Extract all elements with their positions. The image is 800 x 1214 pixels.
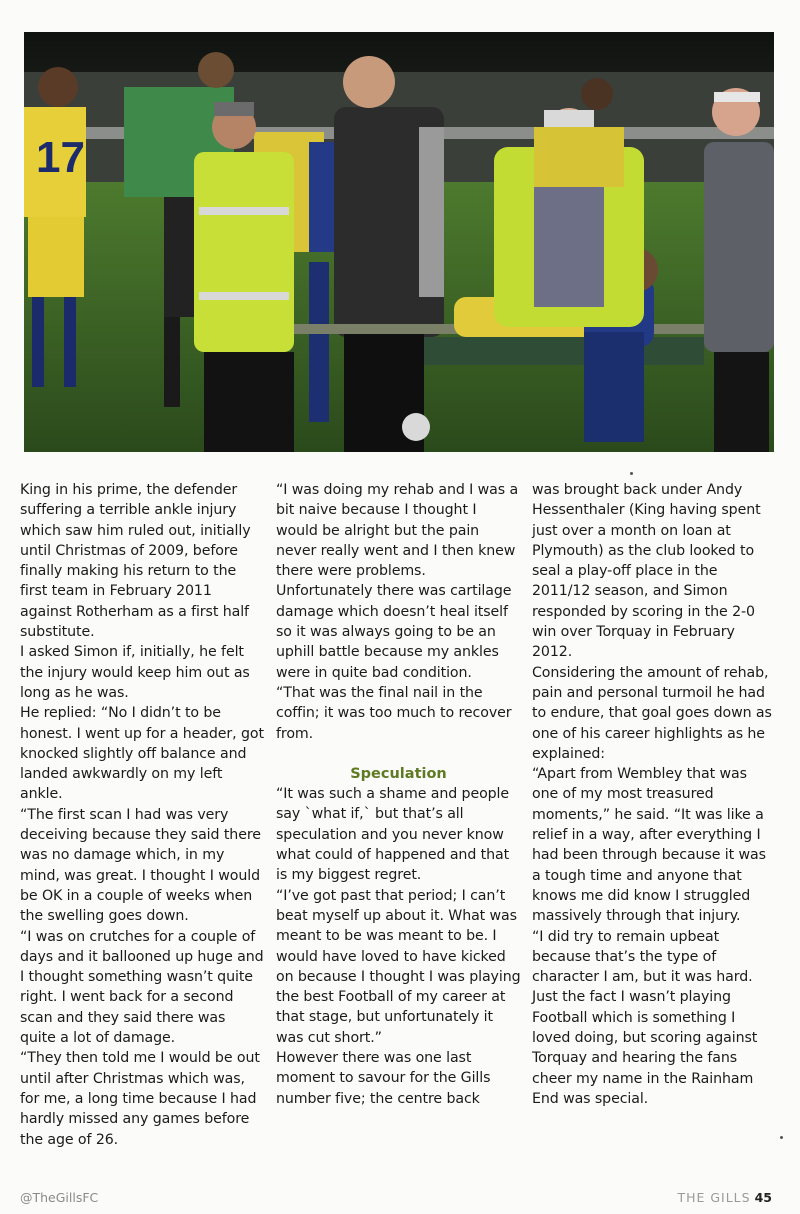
paragraph: “I’ve got past that period; I can’t beat myself up about it. What was meant to be was meant to be. I would have loved to have kicked on because I thought I was playing the best Football of my career at that stage, but unfortunately it was cut short.” — [276, 887, 521, 1046]
print-dot — [780, 1136, 783, 1139]
spacer — [276, 744, 521, 764]
text-column-1 — [20, 480, 265, 1150]
paragraph: I asked Simon if, initially, he felt the injury would keep him out as long as he was. — [20, 644, 250, 701]
paragraph: “Apart from Wembley that was one of my most treasured moments,” he said. “It was like a relief in a way, after everything I had been through because it was a tough time and anyone that knows me did know I struggled massively through that injury. — [532, 766, 766, 925]
svg-text:17: 17 — [36, 133, 85, 182]
paragraph: He replied: “No I didn’t to be honest. I went up for a header, got knocked slightly off balance and landed awkwardly on my left ankle. — [20, 705, 264, 803]
print-dot — [630, 472, 633, 475]
paragraph: “I did try to remain upbeat because that’s the type of character I am, but it was hard. Just the fact I wasn’t playing Football which is something I loved doing, but scoring against Torquay and hearing the fans cheer my name in the Rainham End was special. — [532, 928, 758, 1107]
magazine-title: THE GILLS — [677, 1190, 751, 1205]
paragraph: “I was doing my rehab and I was a bit naive because I thought I would be alright but the pain never really went and I then knew there were problems. Unfortunately there was cartilage damage which doesn’t heal itself so it was always going to be an uphill battle because my ankles were in quite bad condition. — [276, 482, 519, 681]
match-photo — [24, 32, 774, 452]
paragraph: “I was on crutches for a couple of days and it ballooned up huge and I thought something wasn’t quite right. I went back for a second scan and they said there was quite a lot of damage. — [20, 928, 264, 1047]
photo-icon — [24, 32, 774, 452]
twitter-handle: @TheGillsFC — [20, 1190, 99, 1205]
paragraph: was brought back under Andy Hessenthaler (King having spent just over a month on loan at Plymouth) as the club looked to seal a play-off place in the 2011/12 season, and Simon responded by scoring in the 2-0 win over Torquay in February 2012. — [532, 482, 761, 661]
paragraph: “It was such a shame and people say `what if,` but that’s all speculation and you never know what could of happened and that is my biggest regret. — [276, 786, 510, 884]
text-column-2 — [276, 480, 521, 1109]
paragraph: “That was the final nail in the coffin; it was too much to recover from. — [276, 684, 512, 742]
section-heading: Speculation — [350, 765, 447, 782]
paragraph: “The first scan I had was very deceiving because they said there was no damage which, in my mind, was great. I thought I would be OK in a couple of weeks when the swelling goes down. — [20, 806, 261, 925]
paragraph: Considering the amount of rehab, pain and personal turmoil he had to endure, that goal goes down as one of his career highlights as he explained: — [532, 664, 772, 762]
paragraph: However there was one last moment to savour for the Gills number five; the centre back — [276, 1050, 491, 1107]
page-footer — [677, 1190, 772, 1205]
paragraph: “They then told me I would be out until after Christmas which was, for me, a long time because I had hardly missed any games before the age of 26. — [20, 1050, 260, 1148]
text-column-3 — [532, 480, 777, 1109]
paragraph: King in his prime, the defender suffering a terrible ankle injury which saw him ruled out, initially until Christmas of 2009, before finally making his return to the first team in February 2011 against Rotherham as a first half substitute. — [20, 482, 251, 641]
page-number: 45 — [754, 1190, 772, 1205]
